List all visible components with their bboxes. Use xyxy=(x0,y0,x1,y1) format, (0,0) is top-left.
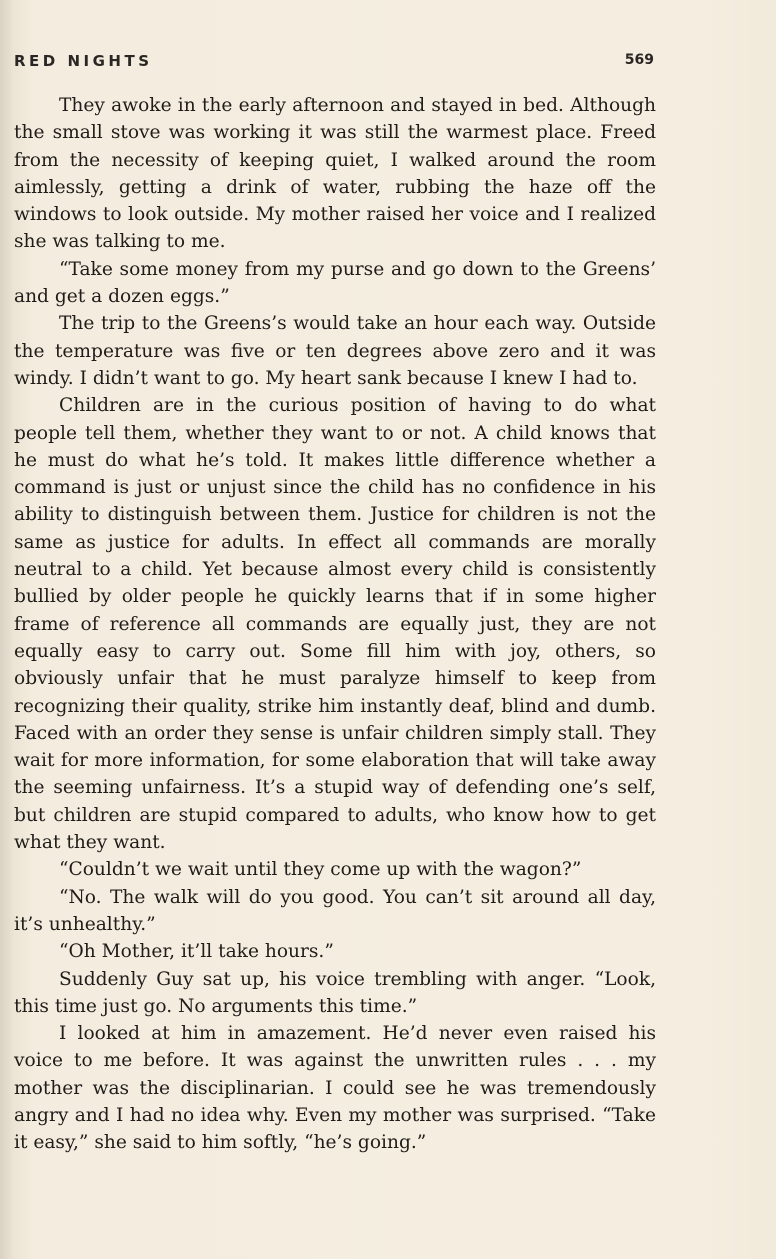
paragraph: “Take some money from my purse and go down to the Greens’ and get a dozen eggs.” xyxy=(14,258,656,308)
paragraph: “No. The walk will do you good. You can’t sit around all day, it’s unhealthy.” xyxy=(14,886,656,935)
paragraph: Children are in the curious position of having to do what people tell them, whether they want to or not. A child knows that he must do what he’s told. It makes little difference whether a command is just or unjust since the child has no confidence in his ability to distinguish between them. Justice for children is not the same as justice for adults. In effect all commands are morally neutral to a child. Yet because almost every child is consistently bullied by older people he quickly learns that if in some higher frame of reference all commands are equally just, they are not equally easy to carry out. Some fill him with joy, others, so obviously unfair that he must paralyze himself to keep from recognizing their quality, strike him instantly deaf, blind and dumb. Faced with an order they sense is unfair children simply stall. They wait for more information, for some elaboration that will take away the seeming unfairness. It’s a stupid way of defending one’s self, but children are stupid compared to adults, who know how to get what they want. xyxy=(14,395,656,854)
paragraph: They awoke in the early afternoon and stayed in bed. Although the small stove was working it was still the warmest place. Freed from the necessity of keeping quiet, I walked around the room aimlessly, getting a drink of water, rubbing the haze off the windows to look outside. My mother raised her voice and I realized she was talking to me. xyxy=(14,95,656,253)
page-number: 569 xyxy=(624,52,654,68)
paragraph: Suddenly Guy sat up, his voice trembling with anger. “Look, this time just go. No arguments this time.” xyxy=(14,968,656,1017)
running-head: RED NIGHTS xyxy=(14,52,153,70)
body-text xyxy=(14,92,656,1157)
paragraph: “Couldn’t we wait until they come up with the wagon?” xyxy=(59,859,582,881)
paragraph: “Oh Mother, it’ll take hours.” xyxy=(59,941,334,963)
paragraph: I looked at him in amazement. He’d never even raised his voice to me before. It was against the unwritten rules . . . my mother was the disciplinarian. I could see he was tremendously angry and I had no idea why. Even my mother was surprised. “Take it easy,” she said to him softly, “he’s going.” xyxy=(14,1023,656,1154)
paragraph: The trip to the Greens’s would take an hour each way. Outside the temperature was five or ten degrees above zero and it was windy. I didn’t want to go. My heart sank because I knew I had to. xyxy=(14,313,656,389)
page-header xyxy=(14,52,654,74)
